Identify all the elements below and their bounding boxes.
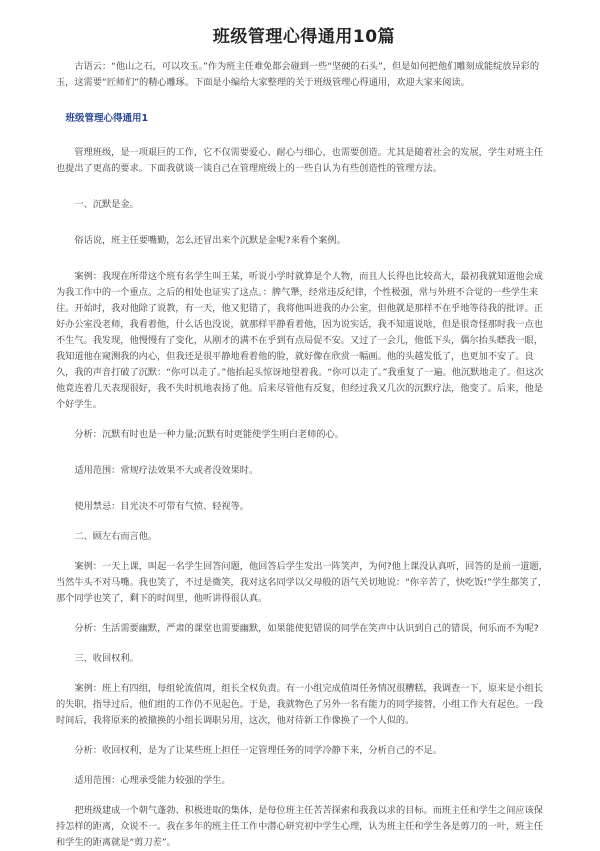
case-paragraph: 案例：班上有四组，每组轮流值周，组长全权负责。有一小组完成值周任务情况很糟糕，我调查一下，原来是小组长的失职，指导过后，他们组的工作仍不见起色。于是，我就物色了另外一名有能力的同学接替，小组工作大有起色。一段时间后，我将原来的被撤换的小组长调职另用，这次，他对待新工作像换了一个人似的。 [56, 683, 543, 726]
paragraph: 俗话说，班主任要嘴勤，怎么还冒出来个沉默是金呢?来看个案例。 [74, 235, 346, 246]
intro-paragraph: 古语云：“他山之石，可以攻玉。”作为班主任难免都会碰到一些“坚硬的石头”，但是如何把他们雕刻成能绽放异彩的玉，这需要“匠师们”的精心雕琢。下面是小编给大家整理的关于班级管理心得通用，欢迎大家来阅读。 [56, 61, 540, 88]
scope-paragraph: 适用范围：常规疗法效果不大或者没效果时。 [74, 465, 259, 476]
scope-paragraph: 适用范围：心理承受能力较强的学生。 [74, 775, 231, 786]
paragraph: 把班级建成一个朝气蓬勃、积极进取的集体，是每位班主任苦苦探索和我我以求的目标。而班主任和学生之间应该保持怎样的距离，众说不一。我在多年的班主任工作中潜心研究初中学生心理，认为班主任和学生各是剪刀的一叶，班主任和学生的距离就是“剪刀差”。 [56, 805, 543, 848]
document-title: 班级管理心得通用10篇 [212, 27, 396, 47]
section-subtitle: 班级管理心得通用1 [65, 113, 149, 124]
case-paragraph: 案例：一天上课，叫起一名学生回答问题，他回答后学生发出一阵笑声，为何?他上课没认真听，回答的是前一道题，当然牛头不对马嘴。我也笑了，不过是微笑，我对这名同学以父母般的语气关切地说：“你辛苦了，快吃饭!”学生都笑了，那个同学也笑了，剩下的时间里，他听讲得很认真。 [56, 561, 548, 604]
section-heading: 二、顾左右而言他。 [74, 531, 158, 542]
analysis-paragraph: 分析：生活需要幽默，严肃的课堂也需要幽默，如果能使犯错误的同学在笑声中认识到自己的错误，何乐而不为呢? [74, 623, 539, 634]
taboo-paragraph: 使用禁忌：目光决不可带有气愤、轻视等。 [74, 501, 249, 512]
analysis-paragraph: 分析：收回权利，是为了让某些班上担任一定管理任务的同学冷静下来，分析自己的不足。 [74, 745, 442, 756]
analysis-paragraph: 分析：沉默有时也是一种力量;沉默有时更能使学生明白老师的心。 [74, 429, 344, 440]
section-heading: 一、沉默是金。 [74, 199, 139, 210]
case-paragraph: 案例：我现在所带这个班有名学生叫王某，听说小学时就算是个人物，而且人长得也比较高大，最初我就知道他会成为我工作中的一个重点。之后的相处也证实了这点。：脾气犟，经常违反纪律，个性极强，常与外班不合觉的一些学生来往。开始时，我对他除了说教，有一天，他又犯错了，我将他叫进我的办公室，但他就是那样不在乎地等待我的批评。正好办公室没老师，我看着他，什么话也没说，就那样平静看着他，因为说实话，我不知道说啥，但是很奇怪那时我一点也不生气。我发现，他慢慢有了变化，从刚才的满不在乎到有点局促不安。又过了一会儿，他低下头，偶尔抬头瞟我一眼，我知道他在窥测我的内心，但我还是很平静地看着他的脸，就好像在欣赏一幅画。他的头越发低了，也更加不安了。良久，我的声音打破了沉默：“你可以走了。”他抬起头惊讶地望着我。“你可以走了。”我重复了一遍。他沉默地走了。但这次他竟连着几天表现很好，我不失时机地表扬了他。后来尽管他有反复，但经过我又几次的沉默疗法，他变了。后来，他是个好学生。 [56, 271, 544, 410]
paragraph: 管理班级，是一项艰巨的工作，它不仅需要爱心、耐心与细心，也需要创造。尤其是随着社会的发展，学生对班主任也提出了更高的要求。下面我就谈一谈自己在管理班级上的一些自认为有些创造性的管理方法。 [56, 147, 543, 174]
section-heading: 三、收回权利。 [74, 653, 139, 664]
